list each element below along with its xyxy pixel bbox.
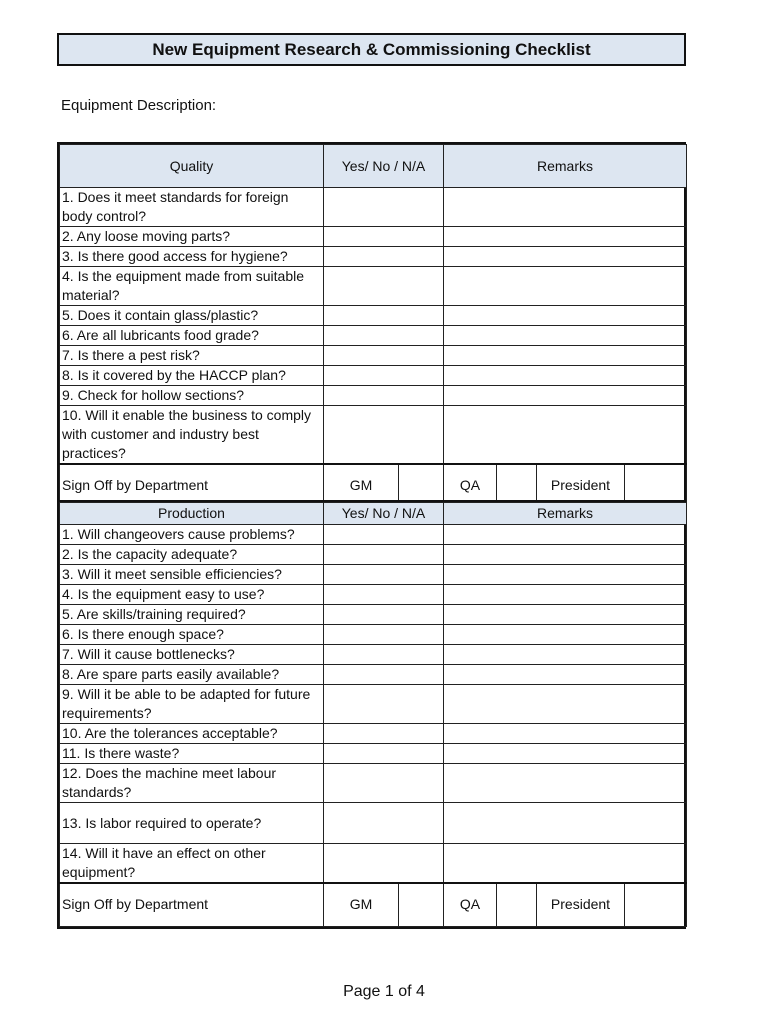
table-row <box>60 665 687 685</box>
president-label: President <box>537 464 625 507</box>
quality-table <box>57 142 686 510</box>
remarks-cell[interactable] <box>444 803 687 844</box>
remarks-cell[interactable] <box>444 764 687 803</box>
table-row <box>60 844 687 884</box>
table-row <box>60 406 687 465</box>
answer-cell[interactable] <box>324 306 444 326</box>
page-title: New Equipment Research & Commissioning Checklist <box>57 33 686 66</box>
answer-cell[interactable] <box>324 625 444 645</box>
remarks-cell[interactable] <box>444 605 687 625</box>
table-row <box>60 803 687 844</box>
question-label: 8. Is it covered by the HACCP plan? <box>60 366 324 386</box>
question-label: 9. Check for hollow sections? <box>60 386 324 406</box>
table-row <box>60 346 687 366</box>
table-row <box>60 386 687 406</box>
quality-remarks-header: Remarks <box>444 145 687 188</box>
answer-cell[interactable] <box>324 406 444 465</box>
qa-label: QA <box>444 464 497 507</box>
remarks-cell[interactable] <box>444 625 687 645</box>
answer-cell[interactable] <box>324 346 444 366</box>
question-label: 11. Is there waste? <box>60 744 324 764</box>
remarks-cell[interactable] <box>444 585 687 605</box>
table-row <box>60 724 687 744</box>
table-row <box>60 565 687 585</box>
question-label: 6. Is there enough space? <box>60 625 324 645</box>
question-label: 3. Will it meet sensible efficiencies? <box>60 565 324 585</box>
answer-cell[interactable] <box>324 247 444 267</box>
production-answer-header: Yes/ No / N/A <box>324 503 444 525</box>
answer-cell[interactable] <box>324 366 444 386</box>
table-row <box>60 306 687 326</box>
answer-cell[interactable] <box>324 685 444 724</box>
table-row <box>60 625 687 645</box>
question-label: 6. Are all lubricants food grade? <box>60 326 324 346</box>
president-label: President <box>537 883 625 926</box>
table-row <box>60 545 687 565</box>
question-label: 3. Is there good access for hygiene? <box>60 247 324 267</box>
question-label: 7. Is there a pest risk? <box>60 346 324 366</box>
answer-cell[interactable] <box>324 267 444 306</box>
table-row <box>60 366 687 386</box>
table-row <box>60 764 687 803</box>
production-header-row <box>60 503 687 525</box>
gm-signature-cell[interactable] <box>399 883 444 926</box>
remarks-cell[interactable] <box>444 227 687 247</box>
page-number: Page 1 of 4 <box>343 983 425 1000</box>
remarks-cell[interactable] <box>444 326 687 346</box>
question-label: 8. Are spare parts easily available? <box>60 665 324 685</box>
question-label: 14. Will it have an effect on other equipment? <box>60 844 324 884</box>
answer-cell[interactable] <box>324 764 444 803</box>
production-remarks-header: Remarks <box>444 503 687 525</box>
question-label: 9. Will it be able to be adapted for future requirements? <box>60 685 324 724</box>
table-row <box>60 326 687 346</box>
table-row <box>60 585 687 605</box>
answer-cell[interactable] <box>324 188 444 227</box>
table-row <box>60 605 687 625</box>
production-signoff-row <box>60 883 687 926</box>
signoff-label: Sign Off by Department <box>60 464 324 507</box>
question-label: 4. Is the equipment easy to use? <box>60 585 324 605</box>
remarks-cell[interactable] <box>444 844 687 884</box>
table-row <box>60 685 687 724</box>
remarks-cell[interactable] <box>444 525 687 545</box>
question-label: 1. Does it meet standards for foreign body control? <box>60 188 324 227</box>
production-table <box>57 500 686 929</box>
gm-label: GM <box>324 464 399 507</box>
question-label: 7. Will it cause bottlenecks? <box>60 645 324 665</box>
remarks-cell[interactable] <box>444 366 687 386</box>
remarks-cell[interactable] <box>444 665 687 685</box>
question-label: 5. Are skills/training required? <box>60 605 324 625</box>
remarks-cell[interactable] <box>444 306 687 326</box>
answer-cell[interactable] <box>324 724 444 744</box>
table-row <box>60 744 687 764</box>
question-label: 10. Are the tolerances acceptable? <box>60 724 324 744</box>
remarks-cell[interactable] <box>444 744 687 764</box>
question-label: 2. Any loose moving parts? <box>60 227 324 247</box>
equipment-description-label: Equipment Description: <box>61 97 217 114</box>
remarks-cell[interactable] <box>444 247 687 267</box>
answer-cell[interactable] <box>324 665 444 685</box>
remarks-cell[interactable] <box>444 386 687 406</box>
signoff-label: Sign Off by Department <box>60 883 324 926</box>
remarks-cell[interactable] <box>444 406 687 465</box>
remarks-cell[interactable] <box>444 645 687 665</box>
question-label: 5. Does it contain glass/plastic? <box>60 306 324 326</box>
table-row <box>60 247 687 267</box>
answer-cell[interactable] <box>324 844 444 884</box>
president-signature-cell[interactable] <box>625 883 687 926</box>
remarks-cell[interactable] <box>444 267 687 306</box>
answer-cell[interactable] <box>324 565 444 585</box>
qa-signature-cell[interactable] <box>497 883 537 926</box>
quality-header-row <box>60 145 687 188</box>
answer-cell[interactable] <box>324 605 444 625</box>
table-row <box>60 227 687 247</box>
question-label: 4. Is the equipment made from suitable material? <box>60 267 324 306</box>
answer-cell[interactable] <box>324 645 444 665</box>
quality-section-header: Quality <box>60 145 324 188</box>
table-row <box>60 267 687 306</box>
remarks-cell[interactable] <box>444 188 687 227</box>
question-label: 13. Is labor required to operate? <box>60 803 324 844</box>
answer-cell[interactable] <box>324 386 444 406</box>
table-row <box>60 525 687 545</box>
question-label: 1. Will changeovers cause problems? <box>60 525 324 545</box>
table-row <box>60 645 687 665</box>
answer-cell[interactable] <box>324 545 444 565</box>
answer-cell[interactable] <box>324 227 444 247</box>
remarks-cell[interactable] <box>444 545 687 565</box>
answer-cell[interactable] <box>324 744 444 764</box>
table-row <box>60 188 687 227</box>
qa-label: QA <box>444 883 497 926</box>
answer-cell[interactable] <box>324 803 444 844</box>
answer-cell[interactable] <box>324 525 444 545</box>
gm-label: GM <box>324 883 399 926</box>
answer-cell[interactable] <box>324 585 444 605</box>
remarks-cell[interactable] <box>444 724 687 744</box>
production-section-header: Production <box>60 503 324 525</box>
question-label: 12. Does the machine meet labour standards? <box>60 764 324 803</box>
remarks-cell[interactable] <box>444 346 687 366</box>
question-label: 2. Is the capacity adequate? <box>60 545 324 565</box>
remarks-cell[interactable] <box>444 565 687 585</box>
answer-cell[interactable] <box>324 326 444 346</box>
quality-answer-header: Yes/ No / N/A <box>324 145 444 188</box>
remarks-cell[interactable] <box>444 685 687 724</box>
question-label: 10. Will it enable the business to comply with customer and industry best practices? <box>60 406 324 465</box>
